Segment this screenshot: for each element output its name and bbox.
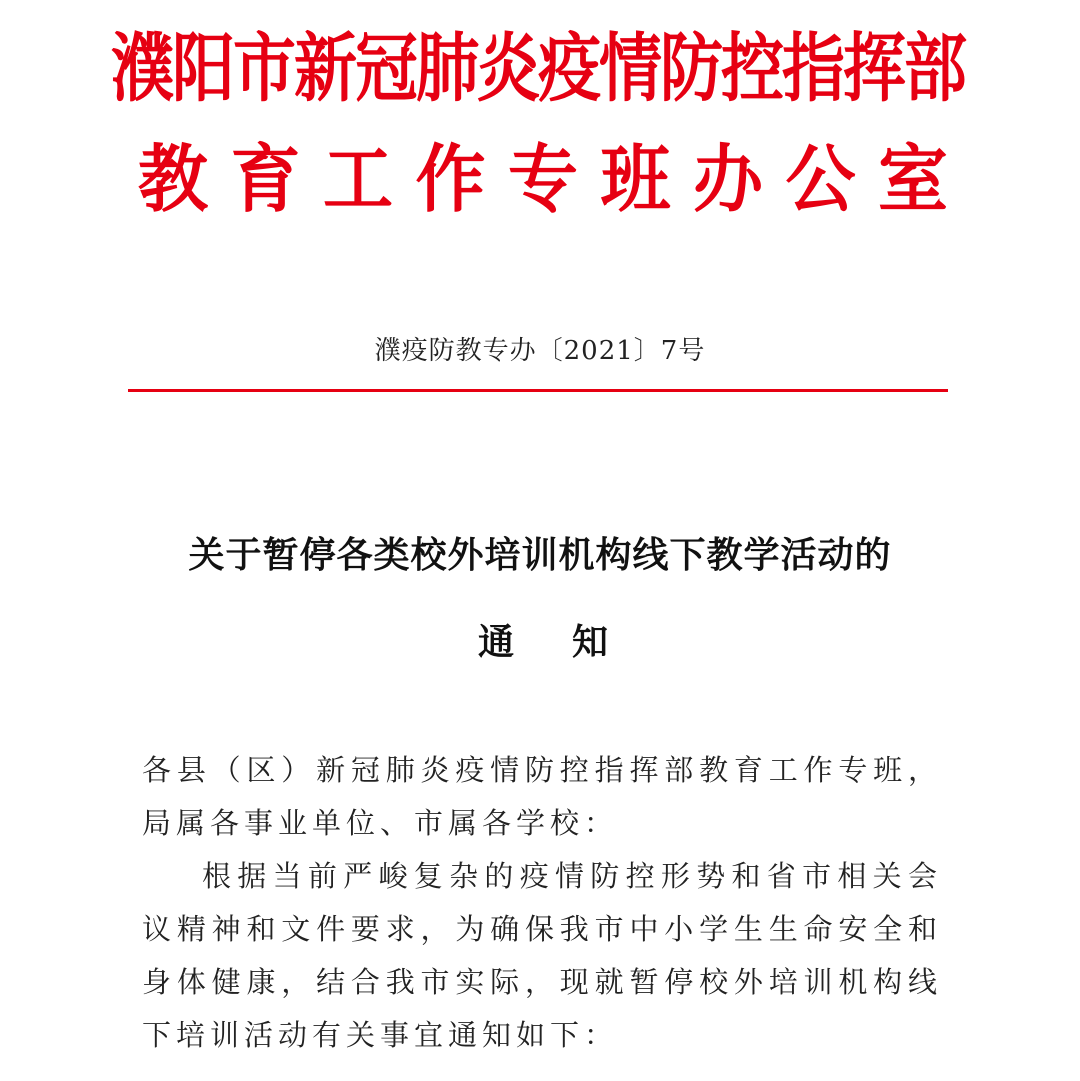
salutation: 各县（区）新冠肺炎疫情防控指挥部教育工作专班，局属各事业单位、市属各学校： <box>142 753 942 840</box>
document-number: 濮疫防教专办〔2021〕7号 <box>374 336 706 366</box>
authority-char: 专 <box>508 134 578 222</box>
authority-char: 工 <box>323 134 393 222</box>
title-char: 通 <box>478 621 515 663</box>
authority-char: 室 <box>878 134 948 222</box>
title-char: 知 <box>571 621 608 663</box>
authority-char: 育 <box>230 134 301 222</box>
document-title-line2 <box>478 614 608 665</box>
red-divider <box>128 389 948 392</box>
document-body <box>142 744 942 1062</box>
authority-char: 作 <box>415 134 486 222</box>
issuing-authority-line1: 濮阳市新冠肺炎疫情防控指挥部 <box>111 23 965 111</box>
document-title-line1: 关于暂停各类校外培训机构线下教学活动的 <box>188 534 892 576</box>
authority-char: 班 <box>600 134 671 222</box>
body-paragraph: 根据当前严峻复杂的疫情防控形势和省市相关会议精神和文件要求，为确保我市中小学生生命安全和身体健康，结合我市实际，现就暂停校外培训机构线下培训活动有关事宜通知如下： <box>142 859 942 1052</box>
authority-char: 办 <box>693 134 763 222</box>
authority-char: 公 <box>785 134 856 222</box>
issuing-authority-line2 <box>138 126 948 221</box>
authority-char: 教 <box>138 134 208 222</box>
